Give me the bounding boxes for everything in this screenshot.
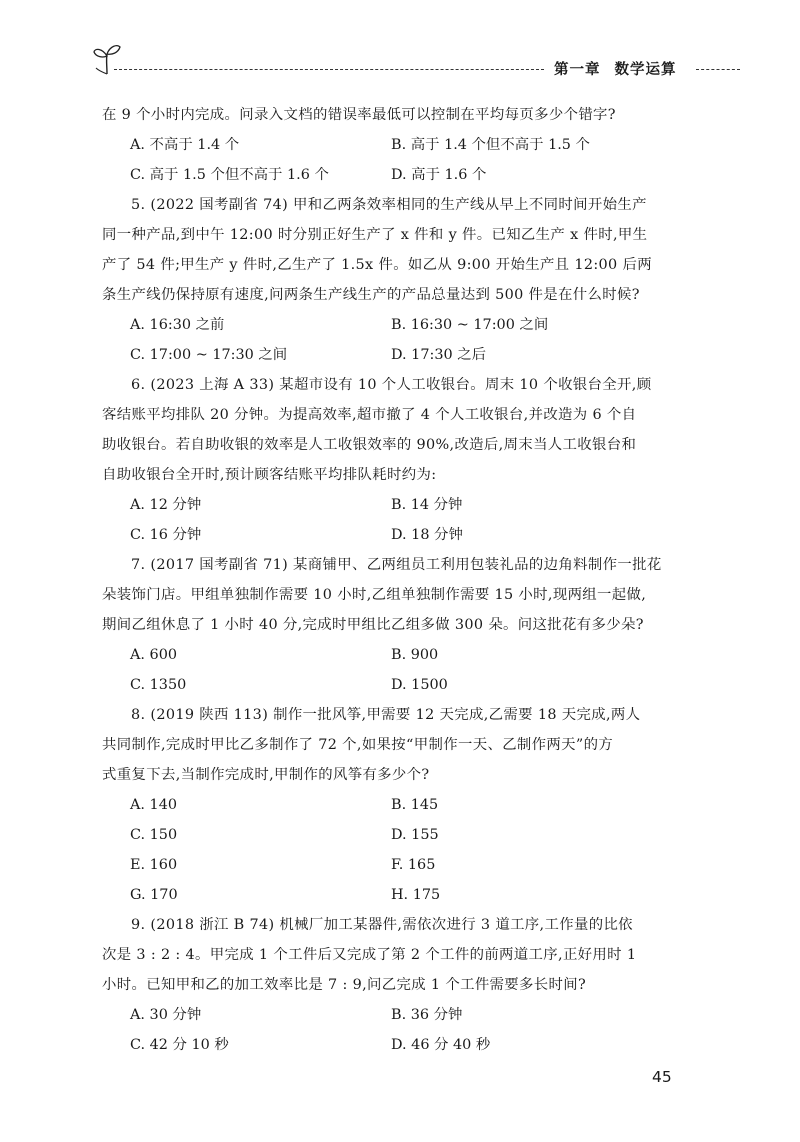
- option-row: [102, 640, 690, 670]
- option-g: G. 170: [130, 887, 178, 903]
- option-row: [102, 340, 690, 370]
- option-c: C. 1350: [130, 677, 187, 693]
- question-7-line: 7. (2017 国考副省 71) 某商铺甲、乙两组员工利用包装礼品的边角料制作一批花: [131, 557, 662, 573]
- page-content: [102, 100, 690, 1060]
- option-row: [102, 1000, 690, 1030]
- option-a: A. 16:30 之前: [130, 317, 225, 333]
- question-8-line: 式重复下去,当制作完成时,甲制作的风筝有多少个?: [102, 767, 430, 783]
- question-7-line: 期间乙组休息了 1 小时 40 分,完成时甲组比乙组多做 300 朵。问这批花有多少朵?: [102, 617, 644, 633]
- option-e: E. 160: [130, 857, 178, 873]
- header-rule-left: [114, 69, 544, 70]
- question-9-line: 9. (2018 浙江 B 74) 机械厂加工某器件,需依次进行 3 道工序,工作量的比依: [131, 917, 633, 933]
- option-b: B. 16:30 ~ 17:00 之间: [391, 317, 549, 333]
- question-8-line: 共同制作,完成时甲比乙多制作了 72 个,如果按“甲制作一天、乙制作两天”的方: [102, 737, 614, 753]
- running-header: [92, 42, 740, 82]
- question-6-line: 助收银台。若自助收银的效率是人工收银效率的 90%,改造后,周末当人工收银台和: [102, 437, 637, 453]
- option-d: D. 1500: [391, 677, 448, 693]
- chapter-heading: [554, 58, 677, 79]
- option-b: B. 900: [391, 647, 439, 663]
- option-row: [102, 820, 690, 850]
- question-5-line: 条生产线仍保持原有速度,问两条生产线生产的产品总量达到 500 件是在什么时候?: [102, 287, 640, 303]
- option-row: [102, 160, 690, 190]
- question-5-line: 5. (2022 国考副省 74) 甲和乙两条效率相同的生产线从早上不同时间开始生产: [131, 197, 647, 213]
- chapter-title: 数学运算: [614, 62, 677, 78]
- option-row: [102, 490, 690, 520]
- chapter-label: 第一章: [554, 62, 601, 78]
- option-row: [102, 850, 690, 880]
- option-a: A. 140: [130, 797, 178, 813]
- option-b: B. 36 分钟: [391, 1007, 463, 1023]
- option-b: B. 145: [391, 797, 439, 813]
- option-c: C. 高于 1.5 个但不高于 1.6 个: [130, 167, 329, 183]
- option-row: [102, 670, 690, 700]
- option-row: [102, 790, 690, 820]
- option-d: D. 155: [391, 827, 439, 843]
- question-5-line: 同一种产品,到中午 12:00 时分别正好生产了 x 件和 y 件。已知乙生产 x 件时,甲生: [102, 227, 648, 243]
- option-c: C. 17:00 ~ 17:30 之间: [130, 347, 288, 363]
- question-9-line: 小时。已知甲和乙的加工效率比是 7 : 9,问乙完成 1 个工件需要多长时间?: [102, 977, 587, 993]
- option-f: F. 165: [391, 857, 436, 873]
- header-rule-right: [696, 69, 740, 70]
- option-c: C. 150: [130, 827, 178, 843]
- option-d: D. 17:30 之后: [391, 347, 487, 363]
- option-c: C. 16 分钟: [130, 527, 202, 543]
- option-row: [102, 880, 690, 910]
- option-h: H. 175: [391, 887, 441, 903]
- question-6-line: 自助收银台全开时,预计顾客结账平均排队耗时约为:: [102, 467, 437, 483]
- option-row: [102, 130, 690, 160]
- option-c: C. 42 分 10 秒: [130, 1037, 229, 1053]
- sprout-icon: [92, 42, 122, 76]
- question-6-line: 客结账平均排队 20 分钟。为提高效率,超市撤了 4 个人工收银台,并改造为 6 个自: [102, 407, 637, 423]
- option-b: B. 14 分钟: [391, 497, 463, 513]
- question-text-line: 在 9 个小时内完成。问录入文档的错误率最低可以控制在平均每页多少个错字?: [102, 107, 616, 123]
- question-6-line: 6. (2023 上海 A 33) 某超市设有 10 个人工收银台。周末 10 个收银台全开,顾: [131, 377, 652, 393]
- option-d: D. 18 分钟: [391, 527, 463, 543]
- page-number: 45: [652, 1068, 672, 1086]
- option-row: [102, 1030, 690, 1060]
- option-d: D. 46 分 40 秒: [391, 1037, 491, 1053]
- option-b: B. 高于 1.4 个但不高于 1.5 个: [391, 137, 590, 153]
- question-8-line: 8. (2019 陕西 113) 制作一批风筝,甲需要 12 天完成,乙需要 18 天完成,两人: [131, 707, 641, 723]
- option-a: A. 600: [130, 647, 178, 663]
- option-a: A. 不高于 1.4 个: [130, 137, 240, 153]
- option-a: A. 12 分钟: [130, 497, 202, 513]
- option-row: [102, 520, 690, 550]
- option-d: D. 高于 1.6 个: [391, 167, 487, 183]
- question-5-line: 产了 54 件;甲生产 y 件时,乙生产了 1.5x 件。如乙从 9:00 开始生产且 12:00 后两: [102, 257, 652, 273]
- question-9-line: 次是 3 : 2 : 4。甲完成 1 个工件后又完成了第 2 个工件的前两道工序,正好用时 1: [102, 947, 637, 963]
- option-row: [102, 310, 690, 340]
- question-7-line: 朵装饰门店。甲组单独制作需要 10 小时,乙组单独制作需要 15 小时,现两组一起做,: [102, 587, 647, 603]
- option-a: A. 30 分钟: [130, 1007, 202, 1023]
